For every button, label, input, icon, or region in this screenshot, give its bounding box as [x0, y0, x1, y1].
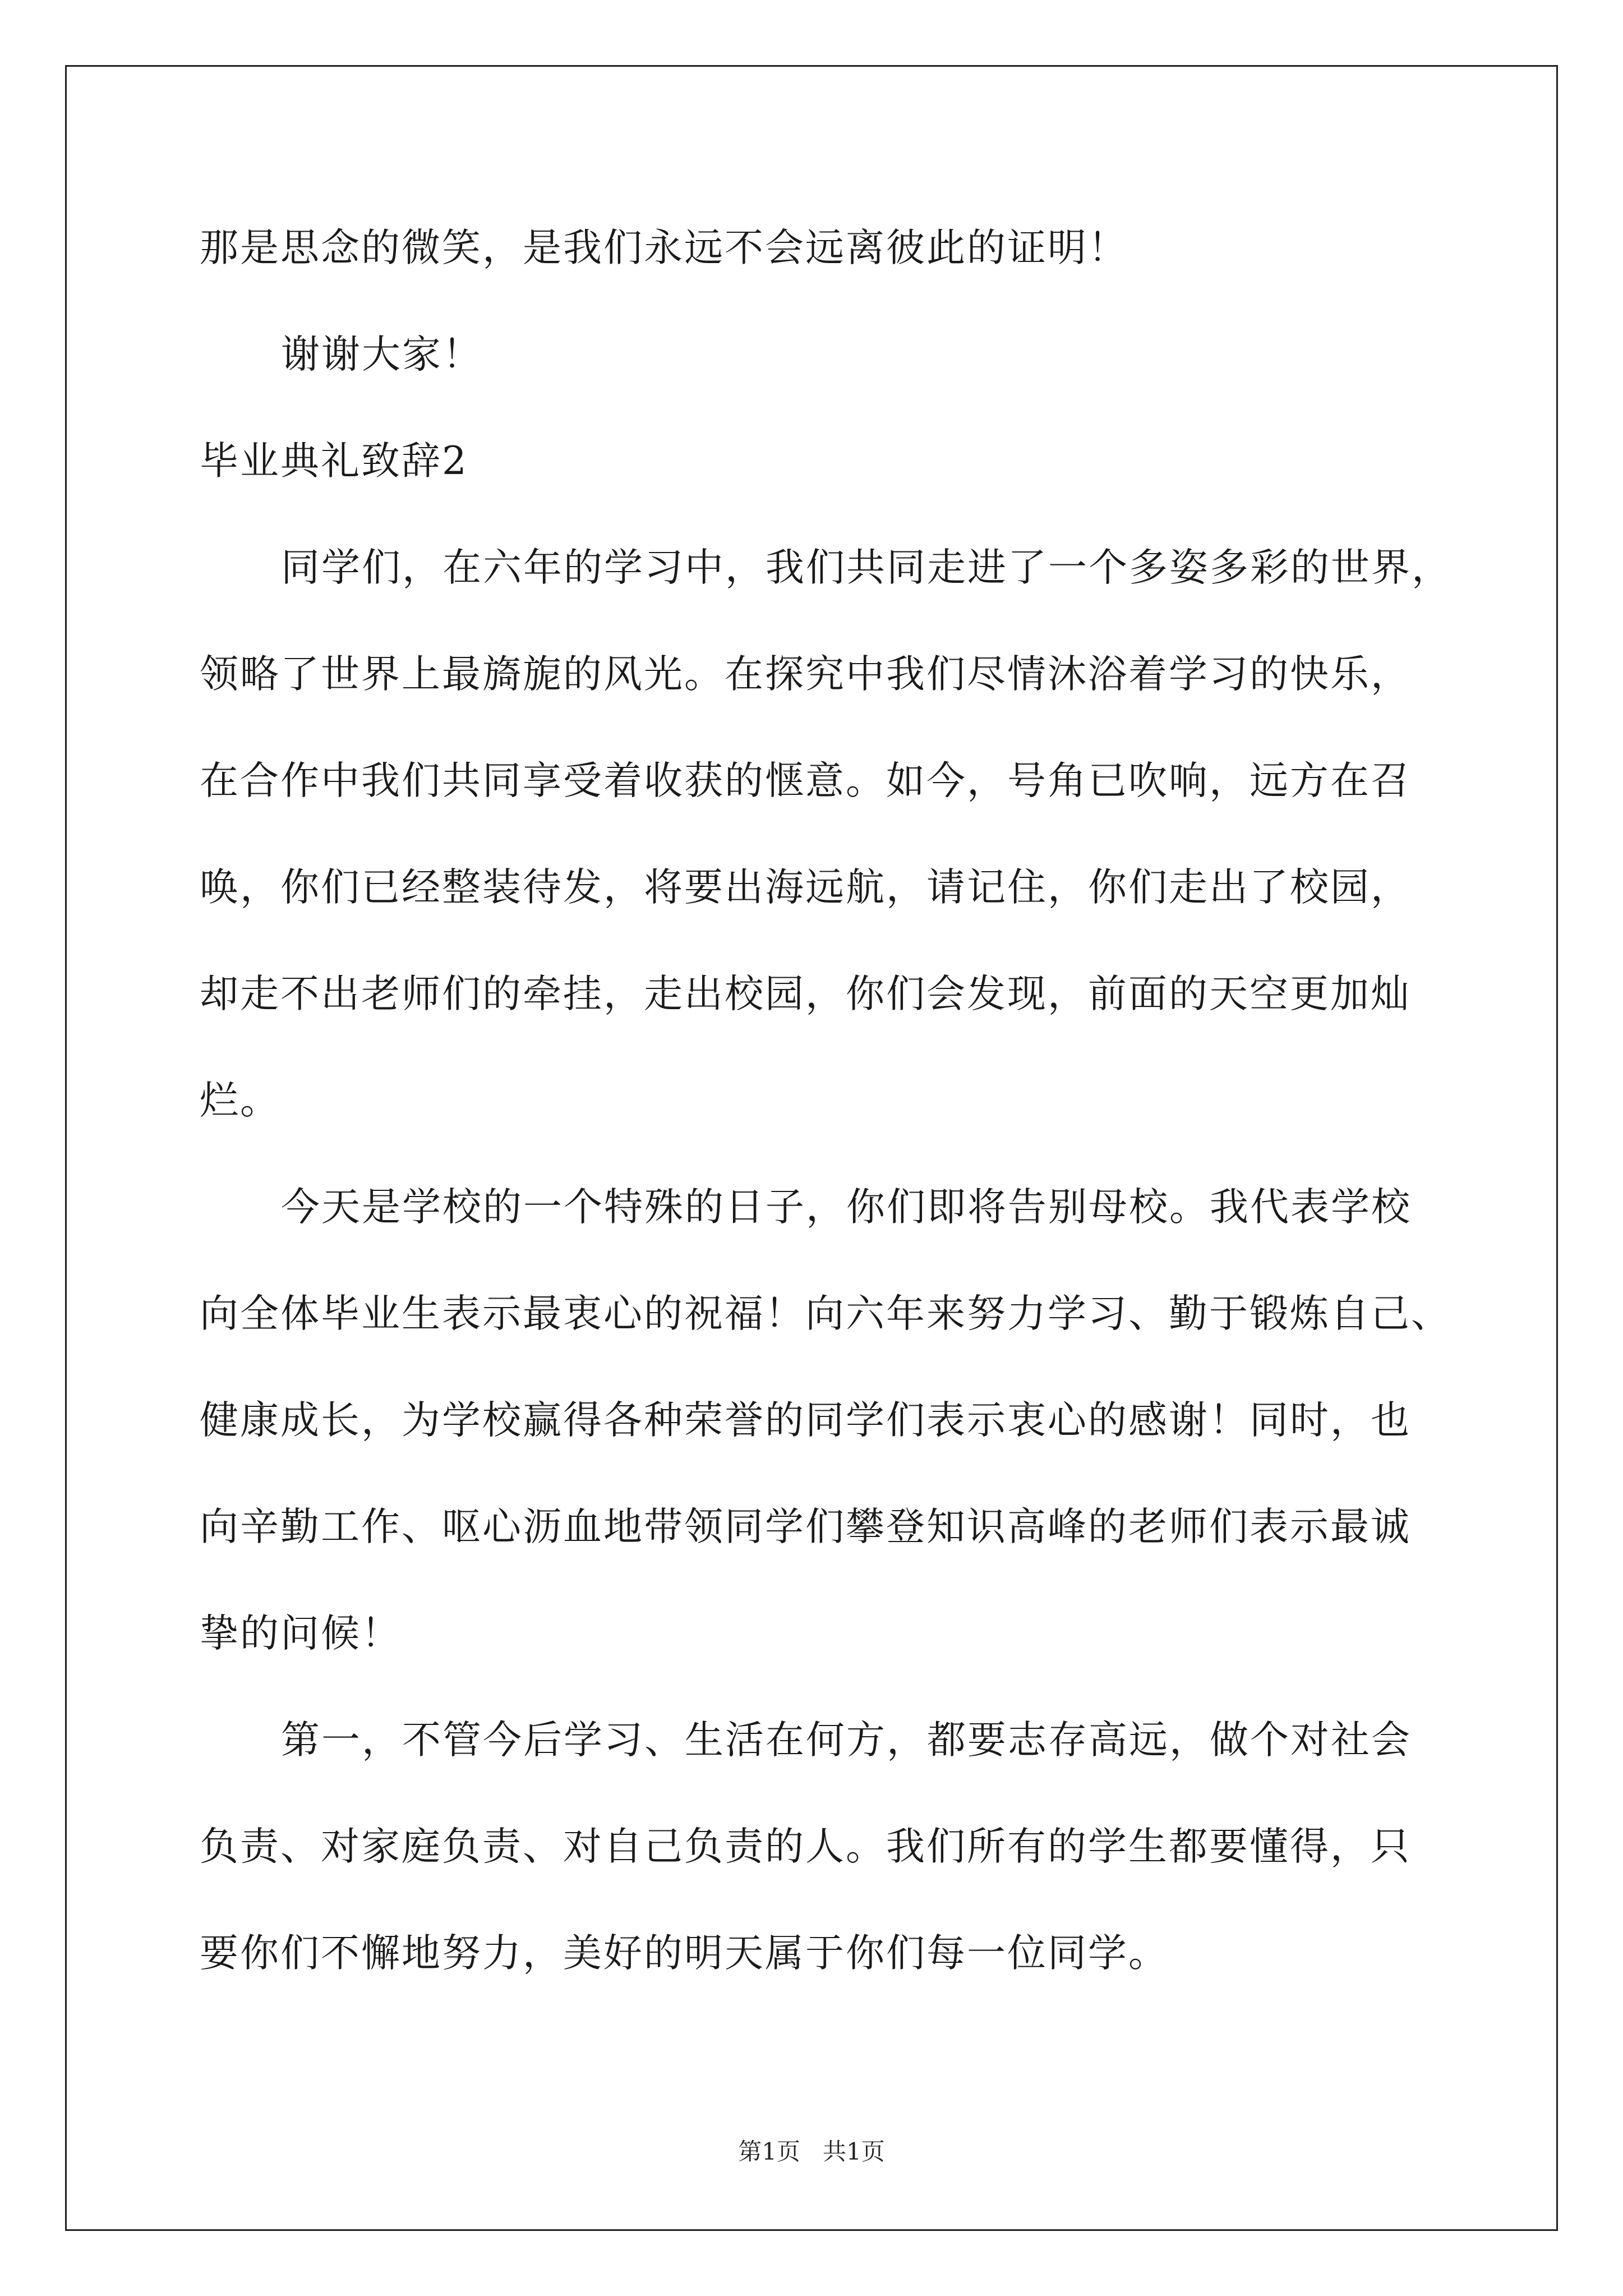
page-border: [65, 65, 1558, 2231]
page-number: 第1页 共1页: [738, 2138, 885, 2165]
section-heading: 毕业典礼致辞2: [200, 439, 468, 484]
text-line: 领略了世界上最旖旎的风光。在探究中我们尽情沐浴着学习的快乐，: [200, 652, 1411, 697]
text-line: 健康成长，为学校赢得各种荣誉的同学们表示衷心的感谢！同时，也: [200, 1398, 1411, 1443]
text-line: 第一，不管今后学习、生活在何方，都要志存高远，做个对社会: [281, 1718, 1412, 1763]
text-line: 今天是学校的一个特殊的日子，你们即将告别母校。我代表学校: [281, 1185, 1412, 1230]
text-line: 向全体毕业生表示最衷心的祝福！向六年来努力学习、勤于锻炼自己、: [200, 1291, 1451, 1336]
text-line: 谢谢大家！: [281, 332, 483, 377]
text-line: 负责、对家庭负责、对自己负责的人。我们所有的学生都要懂得，只: [200, 1824, 1411, 1869]
text-line: 烂。: [200, 1078, 280, 1123]
text-line: 在合作中我们共同享受着收获的惬意。如今，号角已吹响，远方在召: [200, 758, 1411, 803]
text-line: 却走不出老师们的牵挂，走出校园，你们会发现，前面的天空更加灿: [200, 972, 1411, 1016]
text-line: 唤，你们已经整装待发，将要出海远航，请记住，你们走出了校园，: [200, 865, 1411, 910]
text-line: 要你们不懈地努力，美好的明天属于你们每一位同学。: [200, 1931, 1169, 1976]
text-line: 那是思念的微笑，是我们永远不会远离彼此的证明！: [200, 226, 1128, 270]
text-line: 向辛勤工作、呕心沥血地带领同学们攀登知识高峰的老师们表示最诚: [200, 1504, 1411, 1549]
text-line: 同学们，在六年的学习中，我们共同走进了一个多姿多彩的世界，: [281, 545, 1452, 590]
text-line: 挚的问候！: [200, 1611, 402, 1656]
page-footer: [0, 2140, 1623, 2164]
